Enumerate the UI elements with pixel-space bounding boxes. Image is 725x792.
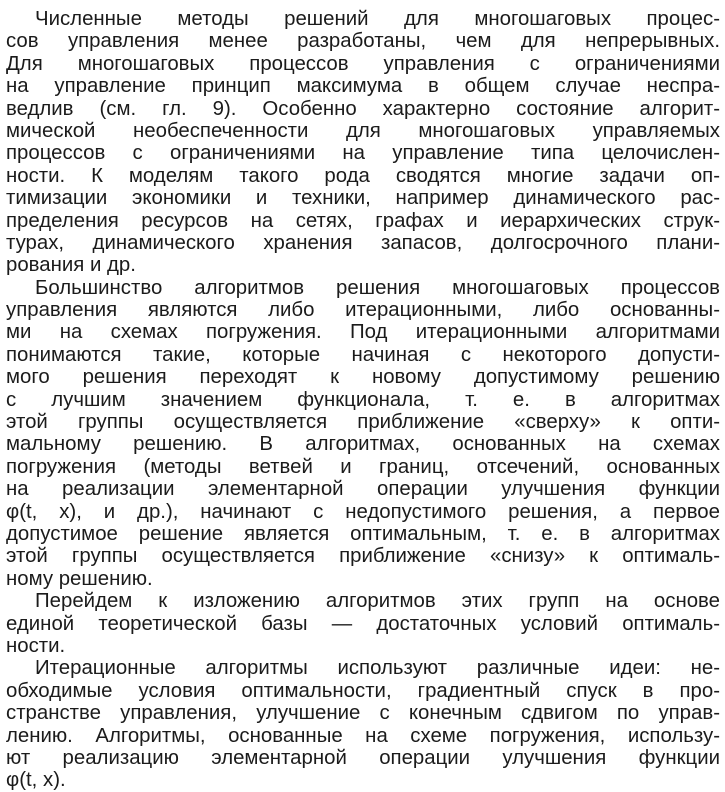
text-line: ности.	[6, 634, 66, 657]
paragraph	[6, 657, 720, 791]
text-line: рования и др.	[6, 254, 136, 277]
text-line: Большинство алгоритмов решения многошаговых процессов	[35, 276, 720, 299]
document-page	[6, 8, 720, 792]
text-line: понимаются такие, которые начиная с некоторого допусти-	[6, 343, 720, 366]
text-line: пределения ресурсов на сетях, графах и иерархических струк-	[6, 209, 720, 232]
text-line: ведлив (см. гл. 9). Особенно характерно состояние алгорит-	[6, 97, 720, 120]
text-line: φ(t, x).	[6, 769, 66, 792]
text-line: φ(t, x), и др.), начинают с недопустимого решения, а первое	[6, 500, 720, 523]
text-line: Для многошаговых процессов управления с ограничениями	[6, 52, 720, 75]
paragraph	[6, 277, 720, 590]
text-line: допустимое решение является оптимальным, т. е. в алгоритмах	[6, 522, 720, 545]
text-line: мальному решению. В алгоритмах, основанных на схемах	[6, 433, 720, 456]
text-line: Численные методы решений для многошаговых процес-	[35, 8, 720, 30]
paragraph	[6, 590, 720, 657]
text-line: погружения (методы ветвей и границ, отсечений, основанных	[6, 455, 720, 478]
text-line: ности. К моделям такого рода сводятся многие задачи оп-	[6, 164, 720, 187]
text-line: единой теоретической базы — достаточных условий оптималь-	[6, 612, 720, 635]
text-line: ми на схемах погружения. Под итерационными алгоритмами	[6, 321, 720, 344]
text-line: сов управления менее разработаны, чем для непрерывных.	[6, 30, 720, 53]
text-line: этой группы осуществляется приближение «снизу» к оптималь-	[6, 545, 720, 568]
text-line: на управление принцип максимума в общем случае неспра-	[6, 75, 720, 98]
text-line: мической необеспеченности для многошаговых управляемых	[6, 119, 720, 142]
paragraph	[6, 8, 720, 277]
text-line: на реализации элементарной операции улучшения функции	[6, 478, 720, 501]
text-line: Перейдем к изложению алгоритмов этих групп на основе	[35, 590, 720, 613]
text-line: Итерационные алгоритмы используют различные идеи: не-	[35, 657, 720, 680]
text-line: странстве управления, улучшение с конечным сдвигом по управ-	[6, 702, 720, 725]
text-line: этой группы осуществляется приближение «сверху» к опти-	[6, 411, 720, 434]
text-line: обходимые условия оптимальности, градиентный спуск в про-	[6, 679, 720, 702]
text-line: с лучшим значением функционала, т. е. в алгоритмах	[6, 388, 720, 411]
text-line: турах, динамического хранения запасов, долгосрочного плани-	[6, 231, 720, 254]
text-line: мого решения переходят к новому допустимому решению	[6, 366, 720, 389]
text-line: лению. Алгоритмы, основанные на схеме погружения, использу-	[6, 724, 720, 747]
text-line: ному решению.	[6, 567, 153, 590]
text-line: управления являются либо итерационными, либо основанны-	[6, 299, 720, 322]
text-line: процессов с ограничениями на управление типа целочислен-	[6, 142, 720, 165]
text-line: тимизации экономики и техники, например динамического рас-	[6, 187, 720, 210]
text-line: ют реализацию элементарной операции улучшения функции	[6, 746, 720, 769]
